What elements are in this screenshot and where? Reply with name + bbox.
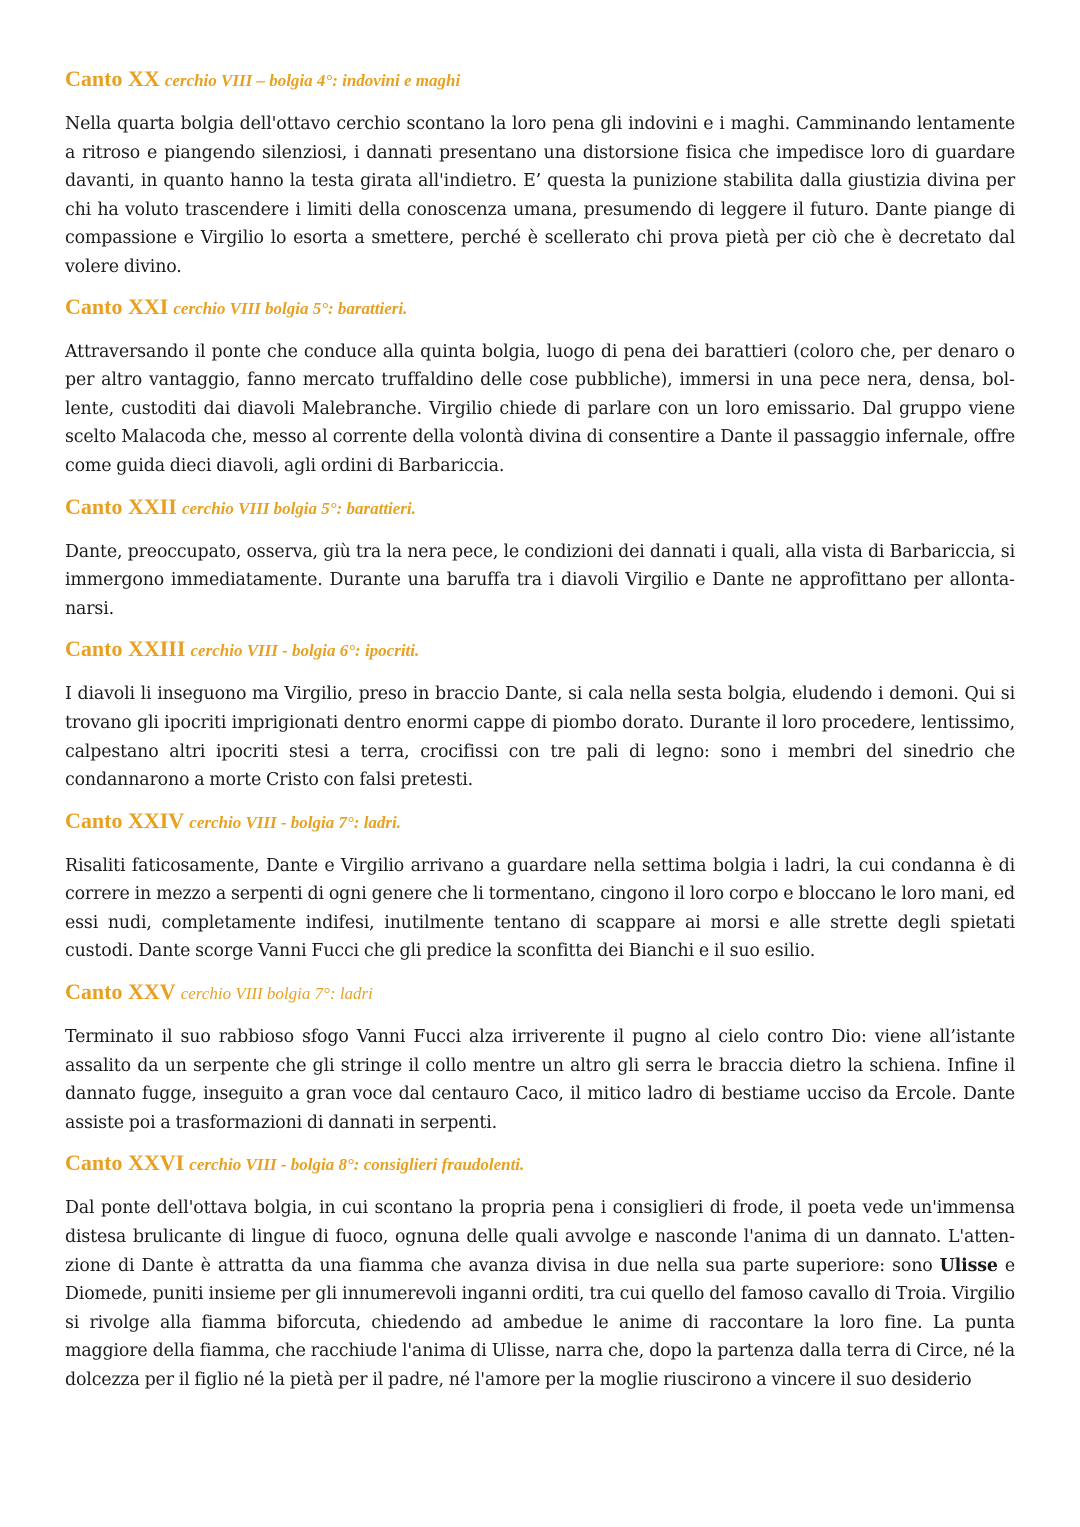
canto-subtitle: cerchio VIII bolgia 7°: ladri (180, 984, 373, 1004)
section-canto-xxii (65, 490, 1015, 624)
section-canto-xxiii (65, 632, 1015, 794)
section-paragraph: Terminato il suo rabbioso sfogo Vanni Fucci alza irriverente il pugno al cielo contro Dio: viene all’istante assalito da un serpente che gli stringe il collo mentre un altro gli serra le braccia dietro la schiena. Infine il dannato fugge, inseguito a gran voce dal centauro Caco, il mitico ladro di bestiame ucciso da Ercole. Dante assiste poi a trasformazioni di dannati in serpenti. (65, 1027, 1015, 1133)
section-paragraph: Attraversando il ponte che conduce alla quinta bolgia, luogo di pena dei barattieri (coloro che, per denaro o per altro vantaggio, fanno mercato truffaldino delle cose pubbliche), immersi in una pece nera, densa, bollente, custoditi dai diavoli Malebranche. Virgilio chiede di parlare con un loro emissario. Dal gruppo viene scelto Malacoda che, messo al corrente della volontà divina di consentire a Dante il passaggio infernale, offre come guida dieci diavoli, agli ordini di Barbariccia. (65, 341, 1015, 476)
section-paragraph (65, 1194, 1015, 1394)
section-canto-xxiv (65, 804, 1015, 966)
canto-number: Canto XXIV (65, 807, 185, 833)
section-paragraph: Dante, preoccupato, osserva, giù tra la nera pece, le condizioni dei dannati i quali, alla vista di Barbariccia, si immergono immediatamente. Durante una baruffa tra i diavoli Virgilio e Dante ne approfittano per allontanarsi. (65, 541, 1015, 619)
canto-subtitle: cerchio VIII - bolgia 8°: consiglieri fraudolenti. (189, 1155, 525, 1175)
canto-subtitle: cerchio VIII - bolgia 6°: ipocriti. (190, 641, 420, 661)
canto-number: Canto XXV (65, 979, 176, 1005)
section-heading (65, 62, 1015, 100)
canto-subtitle: cerchio VIII – bolgia 4°: indovini e maghi (164, 71, 461, 90)
canto-subtitle: cerchio VIII - bolgia 7°: ladri. (189, 812, 402, 832)
section-canto-xxvi (65, 1146, 1015, 1394)
section-paragraph: Nella quarta bolgia dell'ottavo cerchio scontano la loro pena gli indovini e i maghi. Camminando lentamente a ritroso e piangendo silenziosi, i dannati presentano una distorsione fisica che impedisce loro di guardare davanti, in quanto hanno la testa girata all'indietro. E’ questa la punizione stabilita dalla giustizia divina per chi ha voluto trascendere i limiti della conoscenza umana, presumendo di leggere il futuro. Dante piange di compassione e Virgilio lo esorta a smettere, perché è scellerato chi prova pietà per ciò che è decretato dal volere divino. (65, 114, 1015, 277)
canto-number: Canto XX (65, 66, 160, 91)
canto-number: Canto XXVI (65, 1150, 185, 1176)
section-heading (65, 290, 1015, 328)
section-heading (65, 632, 1015, 670)
section-canto-xx (65, 62, 1015, 282)
section-paragraph: Risaliti faticosamente, Dante e Virgilio arrivano a guardare nella settima bolgia i ladri, la cui condanna è di correre in mezzo a serpenti di ogni genere che li tormentano, cingono il loro corpo e bloccano le loro mani, ed essi nudi, completamente indifesi, inutilmente tentano di scappare ai morsi e alle strette degli spietati custodi. Dante scorge Vanni Fucci che gli predice la sconfitta dei Bianchi e il suo esilio. (65, 855, 1015, 962)
canto-number: Canto XXI (65, 293, 169, 319)
canto-subtitle: cerchio VIII bolgia 5°: barattieri. (181, 498, 416, 518)
canto-subtitle: cerchio VIII bolgia 5°: barattieri. (173, 298, 408, 318)
section-paragraph: I diavoli li inseguono ma Virgilio, preso in braccio Dante, si cala nella sesta bolgia, eludendo i demoni. Qui si trovano gli ipocriti imprigionati dentro enormi cappe di piombo dorato. Durante il loro procedere, lentissimo, calpestano altri ipocriti stesi a terra, crocifissi con tre pali di legno: sono i membri del sinedrio che condannarono a morte Cristo con falsi pretesti. (65, 684, 1015, 791)
canto-number: Canto XXII (65, 493, 177, 519)
section-heading (65, 975, 1015, 1013)
section-heading (65, 1146, 1015, 1184)
document-page (65, 62, 1015, 1404)
paragraph-text-after: e Diomede, puniti insieme per gli innumerevoli inganni orditi, tra cui quello del famoso cavallo di Troia. Virgilio si rivolge alla fiamma biforcuta, chiedendo ad ambedue le anime di raccontare la loro fine. La punta maggiore della fiamma, che racchiude l'anima di Ulisse, narra che, dopo la partenza dalla terra di Circe, né la dolcezza per il figlio né la pietà per il padre, né l'amore per la moglie riuscirono a vincere il suo desiderio (65, 1255, 1015, 1390)
section-canto-xxi (65, 290, 1015, 481)
paragraph-text-before: Dal ponte dell'ottava bolgia, in cui scontano la propria pena i consiglieri di frode, il poeta vede un'immensa distesa brulicante di lingue di fuoco, ognuna delle quali avvolge e nasconde l'anima di un dannato. L'attenzione di Dante è attratta da una fiamma che avanza divisa in due nella sua parte superiore: sono (65, 1198, 1015, 1276)
bold-name-ulisse: Ulisse (939, 1255, 998, 1276)
section-heading (65, 804, 1015, 842)
section-canto-xxv (65, 975, 1015, 1137)
section-heading (65, 490, 1015, 528)
canto-number: Canto XXIII (65, 636, 186, 662)
